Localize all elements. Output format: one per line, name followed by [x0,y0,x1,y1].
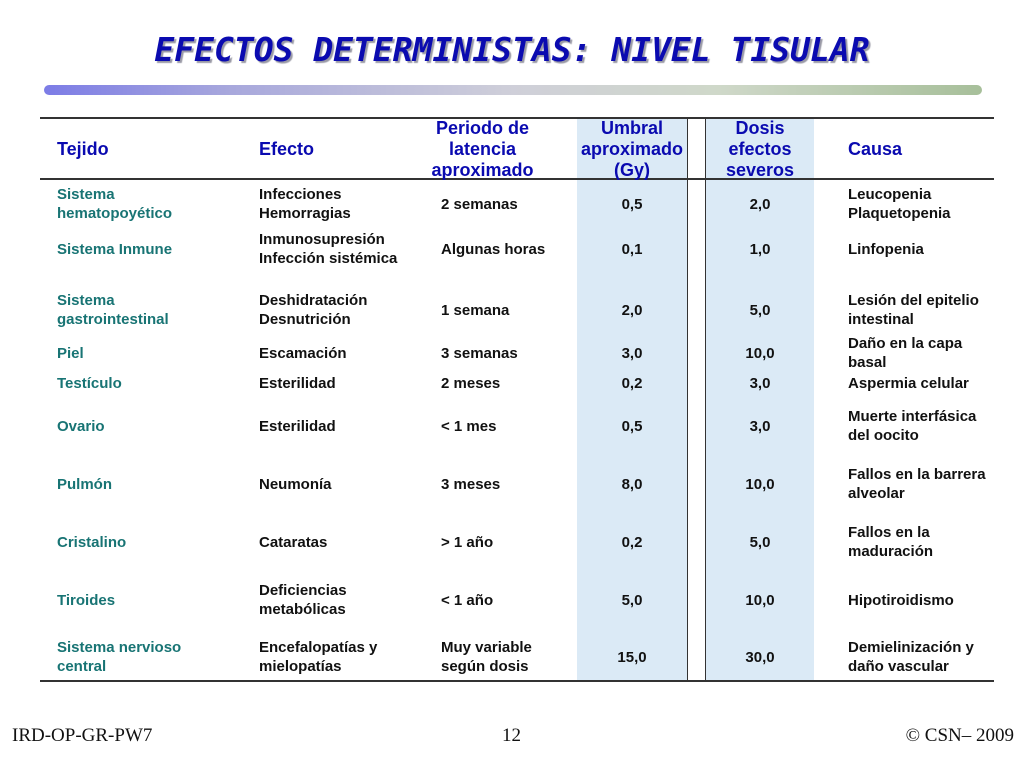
periodo-column-header [410,118,555,181]
efecto-cell [259,291,434,329]
tejido-text-line: Pulmón [57,475,112,493]
efecto-header-line: Efecto [259,138,315,159]
tejido-text-line: Testículo [57,374,122,392]
causa-text-line: basal [848,354,887,371]
dosis-text-line: 10,0 [745,344,775,362]
dosis-cell [706,475,814,494]
umbral-cell [577,374,687,393]
causa-text-line: Daño en la capa [848,335,963,352]
periodo-text-line: según dosis [441,658,529,675]
periodo-cell [441,533,571,552]
dosis-text-line: 10,0 [745,475,775,493]
umbral-cell [577,240,687,259]
causa-column-header [848,139,1018,160]
umbral-text-line: 15,0 [617,648,647,666]
umbral-header-line: (Gy) [614,159,650,180]
umbral-text-line: 0,5 [621,195,643,213]
umbral-cell [577,344,687,363]
efecto-cell [259,185,434,223]
causa-cell [848,374,1018,393]
efecto-text-line: Infección sistémica [259,250,398,267]
causa-text-line: Linfopenia [848,240,924,258]
tejido-cell [57,533,247,552]
tejido-text-line: Sistema [57,292,115,309]
efecto-text-line: mielopatías [259,658,342,675]
umbral-header-line: Umbral [600,117,663,138]
efecto-column-header [259,139,434,160]
tejido-text-line: hematopoyético [57,205,173,222]
periodo-text-line: 2 semanas [441,195,518,213]
dosis-header-line: efectos [728,138,792,159]
footer-code: IRD-OP-GR-PW7 [12,725,153,746]
dosis-text-line: 30,0 [745,648,775,666]
periodo-text-line: 2 meses [441,374,501,392]
periodo-text-line: < 1 año [441,591,494,609]
dosis-cell [706,533,814,552]
periodo-text-line: Muy variable [441,639,532,656]
dosis-text-line: 10,0 [745,591,775,609]
umbral-text-line: 3,0 [621,344,643,362]
causa-cell [848,523,1018,561]
dosis-cell [706,591,814,610]
efecto-cell [259,475,434,494]
tejido-header-line: Tejido [57,138,109,159]
efecto-text-line: Deshidratación [259,292,368,309]
dosis-cell [706,648,814,667]
dosis-cell [706,374,814,393]
periodo-text-line: 1 semana [441,301,510,319]
umbral-text-line: 0,2 [621,374,643,392]
footer-page-number: 12 [502,725,521,746]
periodo-cell [441,344,571,363]
umbral-cell [577,195,687,214]
title-underline [44,85,982,95]
tejido-cell [57,240,247,259]
efecto-cell [259,581,434,619]
dosis-text-line: 2,0 [749,195,771,213]
causa-text-line: Fallos en la barrera [848,466,986,483]
dosis-text-line: 3,0 [749,417,771,435]
periodo-header-line: Periodo de [435,117,529,138]
efecto-text-line: Escamación [259,344,347,362]
table-bottom-rule [40,680,994,682]
dosis-header-line: severos [725,159,795,180]
tejido-text-line: Cristalino [57,533,127,551]
causa-text-line: Demielinización y [848,639,974,656]
dosis-column-header [706,118,814,181]
efecto-cell [259,638,434,676]
tejido-cell [57,344,247,363]
causa-text-line: Leucopenia [848,186,932,203]
umbral-cell [577,417,687,436]
dosis-cell [706,240,814,259]
efecto-text-line: Neumonía [259,475,332,493]
tejido-text-line: gastrointestinal [57,311,169,328]
causa-header-line: Causa [848,138,903,159]
efecto-text-line: Encefalopatías y [259,639,378,656]
causa-text-line: Hipotiroidismo [848,591,954,609]
causa-text-line: del oocito [848,427,919,444]
tejido-cell [57,417,247,436]
periodo-cell [441,475,571,494]
periodo-text-line: Algunas horas [441,240,546,258]
periodo-cell [441,374,571,393]
causa-text-line: intestinal [848,311,914,328]
tejido-text-line: Piel [57,344,84,362]
causa-text-line: daño vascular [848,658,949,675]
dosis-cell [706,195,814,214]
dosis-text-line: 5,0 [749,301,771,319]
tejido-column-header [57,139,247,160]
causa-cell [848,185,1018,223]
causa-cell [848,291,1018,329]
tejido-cell [57,185,247,223]
efecto-text-line: Infecciones [259,186,342,203]
causa-cell [848,591,1018,610]
dosis-cell [706,301,814,320]
efecto-cell [259,230,434,268]
umbral-text-line: 5,0 [621,591,643,609]
footer-copyright: © CSN– 2009 [905,725,1014,746]
causa-cell [848,407,1018,445]
causa-cell [848,638,1018,676]
efecto-cell [259,374,434,393]
causa-text-line: alveolar [848,485,905,502]
periodo-header-line: latencia [448,138,517,159]
tejido-cell [57,291,247,329]
efecto-text-line: Esterilidad [259,374,336,392]
dosis-text-line: 3,0 [749,374,771,392]
causa-text-line: Aspermia celular [848,374,969,392]
umbral-header-line: aproximado [580,138,684,159]
slide-title: EFECTOS DETERMINISTAS: NIVEL TISULAR [154,30,870,69]
periodo-header-line: aproximado [431,159,534,180]
periodo-text-line: 3 semanas [441,344,518,362]
causa-text-line: Plaquetopenia [848,205,951,222]
periodo-cell [441,417,571,436]
umbral-cell [577,301,687,320]
column-divider [687,117,688,682]
umbral-cell [577,648,687,667]
umbral-cell [577,533,687,552]
periodo-cell [441,591,571,610]
periodo-cell [441,638,571,676]
efecto-text-line: Hemorragias [259,205,351,222]
umbral-text-line: 0,2 [621,533,643,551]
efecto-cell [259,417,434,436]
causa-cell [848,465,1018,503]
causa-cell [848,334,1018,372]
tejido-cell [57,475,247,494]
tejido-text-line: Tiroides [57,591,116,609]
efecto-text-line: Deficiencias [259,582,347,599]
umbral-text-line: 0,1 [621,240,643,258]
efecto-text-line: Cataratas [259,533,328,551]
periodo-cell [441,301,571,320]
efecto-text-line: metabólicas [259,601,346,618]
tejido-cell [57,638,247,676]
efecto-text-line: Inmunosupresión [259,231,385,248]
tejido-text-line: Ovario [57,417,105,435]
periodo-cell [441,195,571,214]
dosis-cell [706,417,814,436]
umbral-text-line: 2,0 [621,301,643,319]
tejido-text-line: central [57,658,107,675]
causa-cell [848,240,1018,259]
efecto-text-line: Desnutrición [259,311,351,328]
dosis-text-line: 5,0 [749,533,771,551]
tejido-cell [57,591,247,610]
tejido-cell [57,374,247,393]
periodo-cell [441,240,571,259]
efecto-text-line: Esterilidad [259,417,336,435]
periodo-text-line: < 1 mes [441,417,497,435]
umbral-column-header [567,118,697,181]
dosis-header-line: Dosis [735,117,785,138]
umbral-text-line: 0,5 [621,417,643,435]
causa-text-line: maduración [848,543,934,560]
efecto-cell [259,344,434,363]
umbral-text-line: 8,0 [621,475,643,493]
causa-text-line: Muerte interfásica [848,408,977,425]
tejido-text-line: Sistema Inmune [57,240,173,258]
periodo-text-line: > 1 año [441,533,494,551]
causa-text-line: Fallos en la [848,524,930,541]
umbral-cell [577,591,687,610]
dosis-text-line: 1,0 [749,240,771,258]
tejido-text-line: Sistema [57,186,115,203]
tejido-text-line: Sistema nervioso [57,639,182,656]
periodo-text-line: 3 meses [441,475,501,493]
causa-text-line: Lesión del epitelio [848,292,979,309]
efecto-cell [259,533,434,552]
umbral-cell [577,475,687,494]
dosis-cell [706,344,814,363]
